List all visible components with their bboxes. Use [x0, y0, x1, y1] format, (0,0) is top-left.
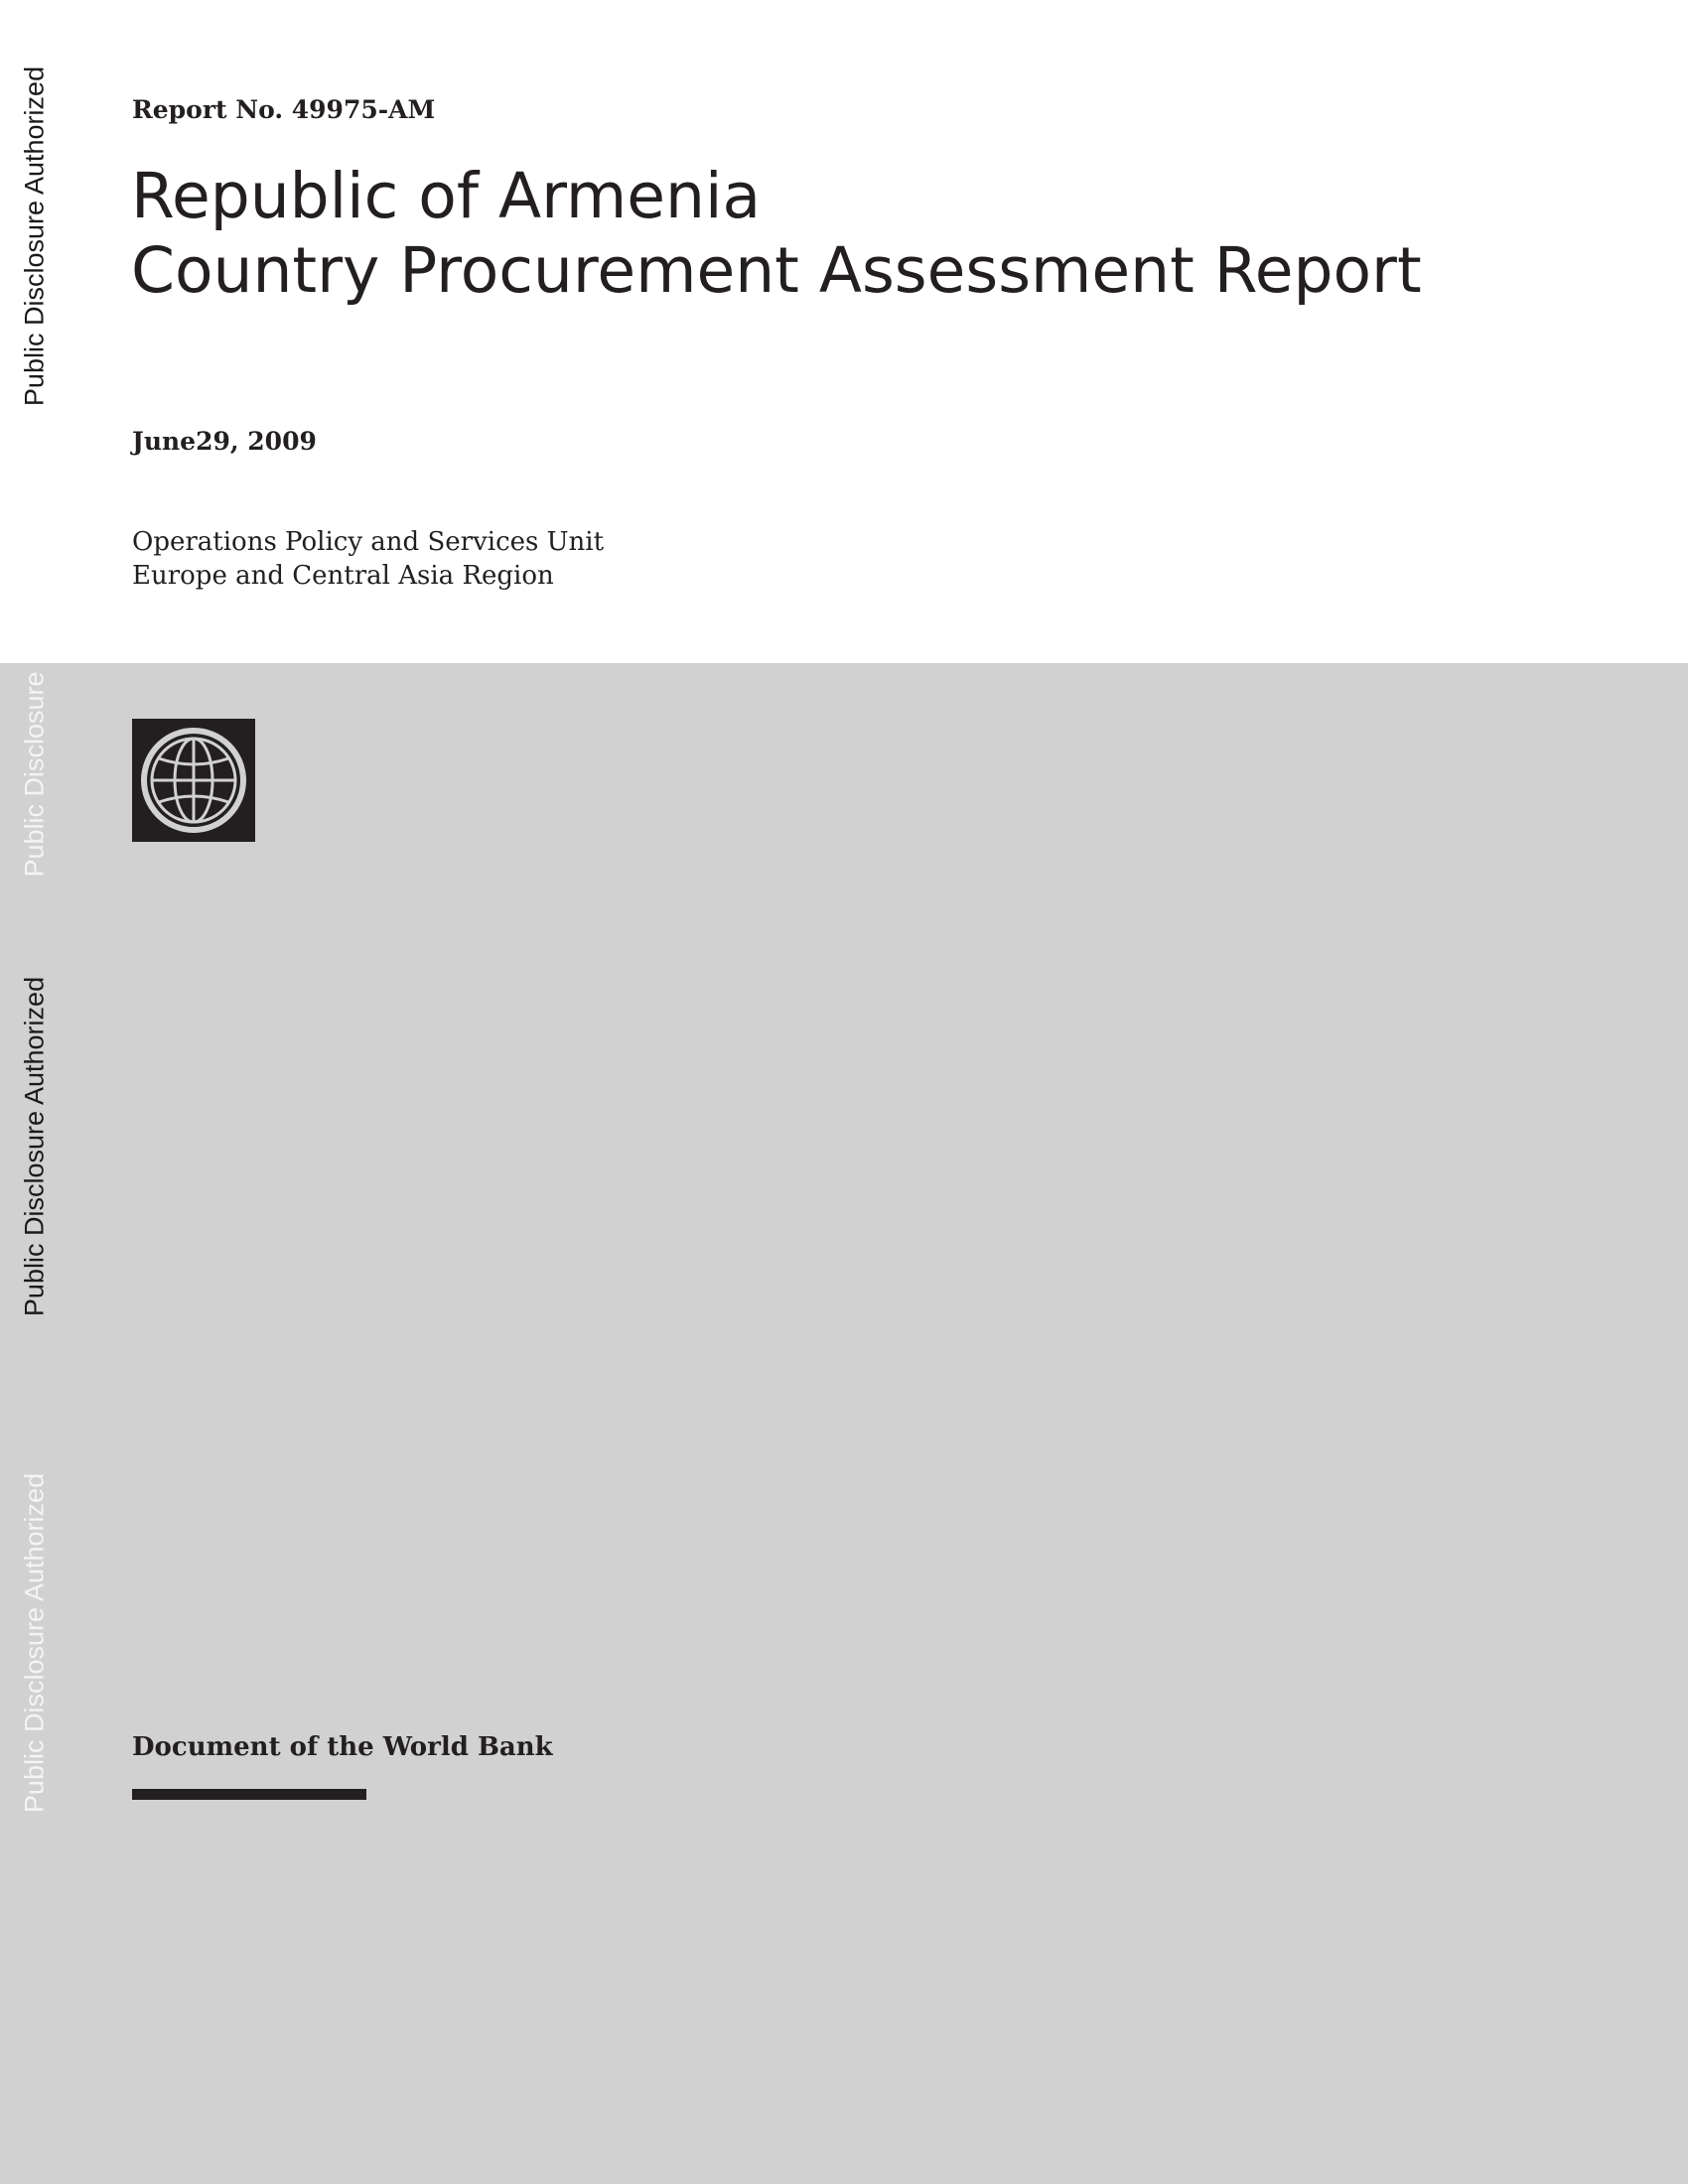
disclosure-stamp-1: Public Disclosure Authorized [19, 66, 50, 407]
footer-rule [132, 1789, 366, 1800]
report-number: Report No. 49975-AM [132, 95, 436, 124]
world-bank-logo [132, 719, 255, 842]
world-bank-globe-icon [132, 719, 255, 842]
issuing-unit [132, 525, 604, 593]
cover-bottom-panel [0, 663, 1688, 2184]
unit-line-2: Europe and Central Asia Region [132, 561, 554, 591]
disclosure-stamp-4: Public Disclosure Authorized [19, 1472, 50, 1814]
disclosure-stamp-2: Public Disclosure [19, 671, 50, 878]
document-of-world-bank: Document of the World Bank [132, 1732, 553, 1762]
title-line-1: Republic of Armenia [131, 160, 762, 232]
report-date: June29, 2009 [132, 427, 317, 456]
report-title [131, 159, 1422, 308]
disclosure-stamp-3: Public Disclosure Authorized [19, 976, 50, 1317]
title-line-2: Country Procurement Assessment Report [131, 234, 1422, 307]
unit-line-1: Operations Policy and Services Unit [132, 527, 605, 557]
